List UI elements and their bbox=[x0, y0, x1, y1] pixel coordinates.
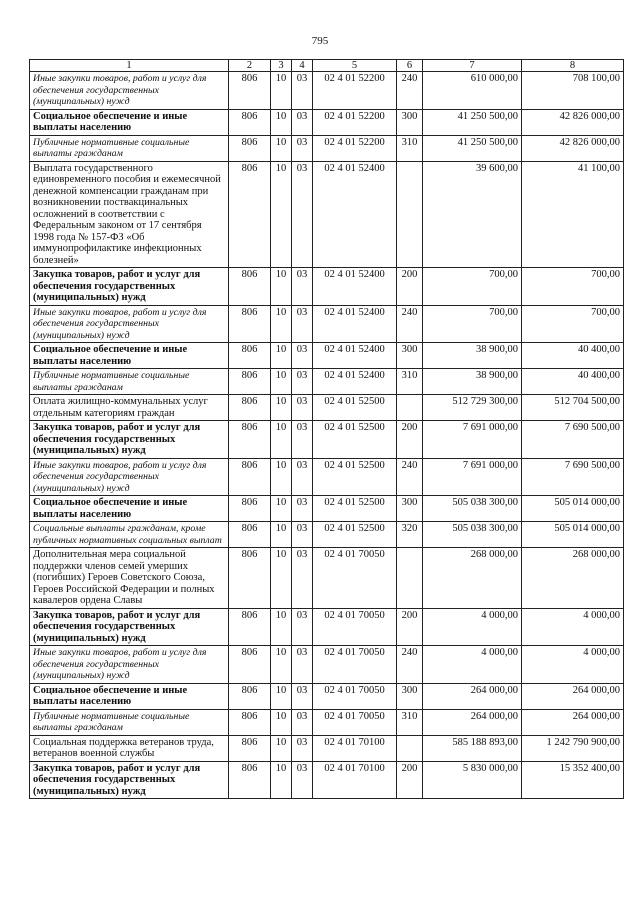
table-row bbox=[30, 522, 624, 548]
target-article-cell: 02 4 01 70050 bbox=[313, 709, 397, 735]
row-name-cell: Иные закупки товаров, работ и услуг для обеспечения государственных (муниципальных) нужд bbox=[30, 72, 229, 110]
amount-year1-cell: 700,00 bbox=[423, 305, 522, 343]
target-article-cell: 02 4 01 70050 bbox=[313, 646, 397, 684]
amount-year2-cell: 700,00 bbox=[522, 305, 624, 343]
admin-code-cell: 806 bbox=[229, 161, 271, 268]
amount-year1-cell: 610 000,00 bbox=[423, 72, 522, 110]
expense-type-cell: 200 bbox=[397, 608, 423, 646]
row-name-cell: Закупка товаров, работ и услуг для обеспечения государственных (муниципальных) нужд bbox=[30, 761, 229, 799]
expense-type-cell bbox=[397, 548, 423, 609]
expense-type-cell: 310 bbox=[397, 135, 423, 161]
admin-code-cell: 806 bbox=[229, 109, 271, 135]
table-row bbox=[30, 369, 624, 395]
expense-type-cell: 240 bbox=[397, 646, 423, 684]
subsection-cell: 03 bbox=[292, 369, 313, 395]
amount-year2-cell: 264 000,00 bbox=[522, 683, 624, 709]
column-header: 7 bbox=[423, 60, 522, 72]
target-article-cell: 02 4 01 70050 bbox=[313, 683, 397, 709]
column-header: 1 bbox=[30, 60, 229, 72]
admin-code-cell: 806 bbox=[229, 395, 271, 421]
subsection-cell: 03 bbox=[292, 761, 313, 799]
target-article-cell: 02 4 01 70050 bbox=[313, 548, 397, 609]
column-header: 3 bbox=[271, 60, 292, 72]
amount-year2-cell: 4 000,00 bbox=[522, 608, 624, 646]
row-name-cell: Социальные выплаты гражданам, кроме публичных нормативных социальных выплат bbox=[30, 522, 229, 548]
target-article-cell: 02 4 01 70100 bbox=[313, 735, 397, 761]
amount-year2-cell: 42 826 000,00 bbox=[522, 135, 624, 161]
admin-code-cell: 806 bbox=[229, 305, 271, 343]
section-cell: 10 bbox=[271, 709, 292, 735]
admin-code-cell: 806 bbox=[229, 646, 271, 684]
expense-type-cell: 240 bbox=[397, 458, 423, 496]
expense-type-cell: 240 bbox=[397, 72, 423, 110]
admin-code-cell: 806 bbox=[229, 608, 271, 646]
row-name-cell: Закупка товаров, работ и услуг для обеспечения государственных (муниципальных) нужд bbox=[30, 268, 229, 306]
table-row bbox=[30, 646, 624, 684]
expense-type-cell: 310 bbox=[397, 709, 423, 735]
amount-year1-cell: 264 000,00 bbox=[423, 709, 522, 735]
section-cell: 10 bbox=[271, 268, 292, 306]
subsection-cell: 03 bbox=[292, 305, 313, 343]
amount-year1-cell: 5 830 000,00 bbox=[423, 761, 522, 799]
expense-type-cell bbox=[397, 735, 423, 761]
column-header: 2 bbox=[229, 60, 271, 72]
amount-year2-cell: 15 352 400,00 bbox=[522, 761, 624, 799]
target-article-cell: 02 4 01 52400 bbox=[313, 343, 397, 369]
amount-year2-cell: 1 242 790 900,00 bbox=[522, 735, 624, 761]
target-article-cell: 02 4 01 52500 bbox=[313, 458, 397, 496]
section-cell: 10 bbox=[271, 683, 292, 709]
row-name-cell: Закупка товаров, работ и услуг для обеспечения государственных (муниципальных) нужд bbox=[30, 421, 229, 459]
amount-year2-cell: 268 000,00 bbox=[522, 548, 624, 609]
subsection-cell: 03 bbox=[292, 735, 313, 761]
amount-year1-cell: 7 691 000,00 bbox=[423, 458, 522, 496]
table-row bbox=[30, 709, 624, 735]
amount-year1-cell: 41 250 500,00 bbox=[423, 135, 522, 161]
expense-type-cell: 240 bbox=[397, 305, 423, 343]
amount-year1-cell: 700,00 bbox=[423, 268, 522, 306]
amount-year2-cell: 7 690 500,00 bbox=[522, 421, 624, 459]
amount-year1-cell: 41 250 500,00 bbox=[423, 109, 522, 135]
admin-code-cell: 806 bbox=[229, 343, 271, 369]
admin-code-cell: 806 bbox=[229, 683, 271, 709]
section-cell: 10 bbox=[271, 735, 292, 761]
subsection-cell: 03 bbox=[292, 496, 313, 522]
table-row bbox=[30, 548, 624, 609]
page-number: 795 bbox=[311, 35, 329, 47]
row-name-cell: Публичные нормативные социальные выплаты гражданам bbox=[30, 709, 229, 735]
amount-year1-cell: 38 900,00 bbox=[423, 343, 522, 369]
table-row bbox=[30, 135, 624, 161]
section-cell: 10 bbox=[271, 343, 292, 369]
section-cell: 10 bbox=[271, 72, 292, 110]
section-cell: 10 bbox=[271, 421, 292, 459]
table-row bbox=[30, 72, 624, 110]
subsection-cell: 03 bbox=[292, 72, 313, 110]
table-row bbox=[30, 395, 624, 421]
admin-code-cell: 806 bbox=[229, 135, 271, 161]
amount-year2-cell: 264 000,00 bbox=[522, 709, 624, 735]
budget-table bbox=[29, 59, 624, 799]
amount-year2-cell: 7 690 500,00 bbox=[522, 458, 624, 496]
section-cell: 10 bbox=[271, 109, 292, 135]
expense-type-cell: 300 bbox=[397, 496, 423, 522]
subsection-cell: 03 bbox=[292, 458, 313, 496]
amount-year2-cell: 40 400,00 bbox=[522, 369, 624, 395]
target-article-cell: 02 4 01 52400 bbox=[313, 268, 397, 306]
admin-code-cell: 806 bbox=[229, 72, 271, 110]
section-cell: 10 bbox=[271, 395, 292, 421]
table-row bbox=[30, 305, 624, 343]
expense-type-cell bbox=[397, 395, 423, 421]
subsection-cell: 03 bbox=[292, 161, 313, 268]
amount-year1-cell: 4 000,00 bbox=[423, 646, 522, 684]
row-name-cell: Иные закупки товаров, работ и услуг для обеспечения государственных (муниципальных) нужд bbox=[30, 305, 229, 343]
row-name-cell: Оплата жилищно-коммунальных услуг отдельным категориям граждан bbox=[30, 395, 229, 421]
expense-type-cell: 300 bbox=[397, 683, 423, 709]
row-name-cell: Выплата государственного единовременного пособия и ежемесячной денежной компенсации гражданам при возникновении поствакцинальных осложнений в соответствии с Федеральным законом от 17 сентября 1998 года № 157-ФЗ «Об иммунопрофилактике инфекционных болезней» bbox=[30, 161, 229, 268]
target-article-cell: 02 4 01 52500 bbox=[313, 421, 397, 459]
admin-code-cell: 806 bbox=[229, 522, 271, 548]
expense-type-cell: 300 bbox=[397, 343, 423, 369]
table-row bbox=[30, 109, 624, 135]
row-name-cell: Социальное обеспечение и иные выплаты населению bbox=[30, 496, 229, 522]
amount-year1-cell: 7 691 000,00 bbox=[423, 421, 522, 459]
row-name-cell: Иные закупки товаров, работ и услуг для обеспечения государственных (муниципальных) нужд bbox=[30, 458, 229, 496]
column-header: 6 bbox=[397, 60, 423, 72]
target-article-cell: 02 4 01 70050 bbox=[313, 608, 397, 646]
subsection-cell: 03 bbox=[292, 395, 313, 421]
amount-year1-cell: 38 900,00 bbox=[423, 369, 522, 395]
amount-year2-cell: 40 400,00 bbox=[522, 343, 624, 369]
expense-type-cell: 200 bbox=[397, 761, 423, 799]
section-cell: 10 bbox=[271, 522, 292, 548]
section-cell: 10 bbox=[271, 161, 292, 268]
table-row bbox=[30, 268, 624, 306]
table-row bbox=[30, 458, 624, 496]
section-cell: 10 bbox=[271, 496, 292, 522]
expense-type-cell: 200 bbox=[397, 421, 423, 459]
expense-type-cell: 200 bbox=[397, 268, 423, 306]
section-cell: 10 bbox=[271, 608, 292, 646]
target-article-cell: 02 4 01 52200 bbox=[313, 135, 397, 161]
admin-code-cell: 806 bbox=[229, 709, 271, 735]
target-article-cell: 02 4 01 52500 bbox=[313, 395, 397, 421]
amount-year1-cell: 4 000,00 bbox=[423, 608, 522, 646]
column-header: 8 bbox=[522, 60, 624, 72]
table-row bbox=[30, 608, 624, 646]
row-name-cell: Закупка товаров, работ и услуг для обеспечения государственных (муниципальных) нужд bbox=[30, 608, 229, 646]
subsection-cell: 03 bbox=[292, 522, 313, 548]
table-row bbox=[30, 421, 624, 459]
target-article-cell: 02 4 01 52500 bbox=[313, 496, 397, 522]
row-name-cell: Социальная поддержка ветеранов труда, ветеранов военной службы bbox=[30, 735, 229, 761]
amount-year2-cell: 512 704 500,00 bbox=[522, 395, 624, 421]
amount-year2-cell: 41 100,00 bbox=[522, 161, 624, 268]
expense-type-cell: 300 bbox=[397, 109, 423, 135]
section-cell: 10 bbox=[271, 369, 292, 395]
expense-type-cell: 310 bbox=[397, 369, 423, 395]
row-name-cell: Социальное обеспечение и иные выплаты населению bbox=[30, 683, 229, 709]
column-header: 5 bbox=[313, 60, 397, 72]
expense-type-cell bbox=[397, 161, 423, 268]
admin-code-cell: 806 bbox=[229, 268, 271, 306]
amount-year1-cell: 512 729 300,00 bbox=[423, 395, 522, 421]
section-cell: 10 bbox=[271, 548, 292, 609]
subsection-cell: 03 bbox=[292, 135, 313, 161]
amount-year2-cell: 4 000,00 bbox=[522, 646, 624, 684]
table-row bbox=[30, 761, 624, 799]
section-cell: 10 bbox=[271, 646, 292, 684]
amount-year2-cell: 700,00 bbox=[522, 268, 624, 306]
subsection-cell: 03 bbox=[292, 548, 313, 609]
amount-year1-cell: 268 000,00 bbox=[423, 548, 522, 609]
amount-year2-cell: 505 014 000,00 bbox=[522, 496, 624, 522]
row-name-cell: Социальное обеспечение и иные выплаты населению bbox=[30, 109, 229, 135]
row-name-cell: Иные закупки товаров, работ и услуг для обеспечения государственных (муниципальных) нужд bbox=[30, 646, 229, 684]
subsection-cell: 03 bbox=[292, 421, 313, 459]
amount-year2-cell: 708 100,00 bbox=[522, 72, 624, 110]
amount-year1-cell: 505 038 300,00 bbox=[423, 522, 522, 548]
admin-code-cell: 806 bbox=[229, 548, 271, 609]
table-row bbox=[30, 161, 624, 268]
target-article-cell: 02 4 01 52400 bbox=[313, 305, 397, 343]
subsection-cell: 03 bbox=[292, 646, 313, 684]
table-row bbox=[30, 683, 624, 709]
row-name-cell: Социальное обеспечение и иные выплаты населению bbox=[30, 343, 229, 369]
target-article-cell: 02 4 01 52200 bbox=[313, 72, 397, 110]
column-header: 4 bbox=[292, 60, 313, 72]
header-row bbox=[30, 60, 624, 72]
target-article-cell: 02 4 01 52500 bbox=[313, 522, 397, 548]
amount-year1-cell: 505 038 300,00 bbox=[423, 496, 522, 522]
row-name-cell: Дополнительная мера социальной поддержки членов семей умерших (погибших) Героев Советского Союза, Героев Российской Федерации и полных кавалеров ордена Славы bbox=[30, 548, 229, 609]
subsection-cell: 03 bbox=[292, 709, 313, 735]
admin-code-cell: 806 bbox=[229, 369, 271, 395]
target-article-cell: 02 4 01 52400 bbox=[313, 161, 397, 268]
subsection-cell: 03 bbox=[292, 343, 313, 369]
amount-year1-cell: 264 000,00 bbox=[423, 683, 522, 709]
row-name-cell: Публичные нормативные социальные выплаты гражданам bbox=[30, 135, 229, 161]
target-article-cell: 02 4 01 52200 bbox=[313, 109, 397, 135]
subsection-cell: 03 bbox=[292, 109, 313, 135]
section-cell: 10 bbox=[271, 305, 292, 343]
table-row bbox=[30, 496, 624, 522]
subsection-cell: 03 bbox=[292, 608, 313, 646]
admin-code-cell: 806 bbox=[229, 458, 271, 496]
amount-year1-cell: 39 600,00 bbox=[423, 161, 522, 268]
table-row bbox=[30, 735, 624, 761]
admin-code-cell: 806 bbox=[229, 496, 271, 522]
admin-code-cell: 806 bbox=[229, 421, 271, 459]
section-cell: 10 bbox=[271, 458, 292, 496]
admin-code-cell: 806 bbox=[229, 761, 271, 799]
amount-year1-cell: 585 188 893,00 bbox=[423, 735, 522, 761]
expense-type-cell: 320 bbox=[397, 522, 423, 548]
target-article-cell: 02 4 01 70100 bbox=[313, 761, 397, 799]
subsection-cell: 03 bbox=[292, 683, 313, 709]
amount-year2-cell: 42 826 000,00 bbox=[522, 109, 624, 135]
section-cell: 10 bbox=[271, 135, 292, 161]
amount-year2-cell: 505 014 000,00 bbox=[522, 522, 624, 548]
target-article-cell: 02 4 01 52400 bbox=[313, 369, 397, 395]
section-cell: 10 bbox=[271, 761, 292, 799]
table-row bbox=[30, 343, 624, 369]
subsection-cell: 03 bbox=[292, 268, 313, 306]
row-name-cell: Публичные нормативные социальные выплаты гражданам bbox=[30, 369, 229, 395]
admin-code-cell: 806 bbox=[229, 735, 271, 761]
